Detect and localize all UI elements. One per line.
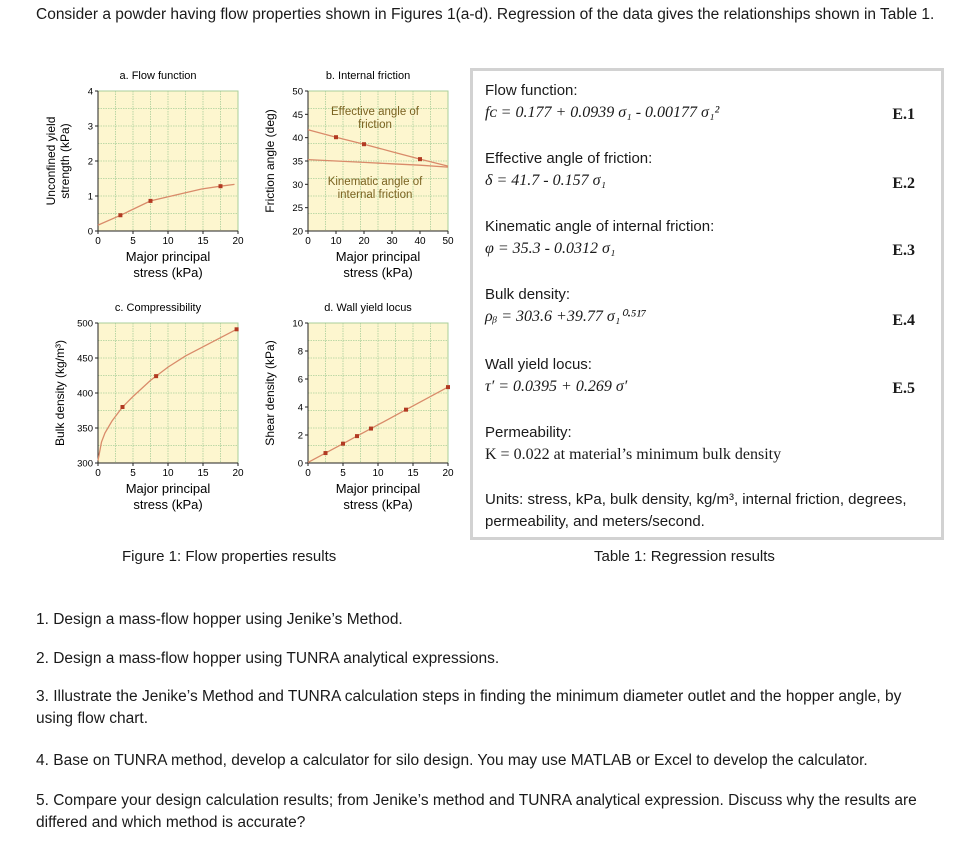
y-tick-label: 20 xyxy=(292,226,303,238)
chart-title: d. Wall yield locus xyxy=(324,302,412,314)
x-tick-label: 0 xyxy=(305,236,311,247)
y-tick-label: 3 xyxy=(87,121,93,133)
x-axis-label: stress (kPa) xyxy=(133,265,203,280)
x-tick-label: 20 xyxy=(358,236,370,247)
table-row-equation: fᴄ = 0.177 + 0.0939 σ₁ - 0.00177 σ₁² xyxy=(485,104,720,121)
y-tick-label: 0 xyxy=(297,458,303,470)
x-tick-label: 15 xyxy=(197,236,209,247)
data-point xyxy=(235,327,239,331)
x-axis-label: Major principal xyxy=(125,481,211,496)
chart-svg xyxy=(40,66,245,296)
data-point xyxy=(118,213,122,217)
question-2: 2. Design a mass-flow hopper using TUNRA analytical expressions. xyxy=(36,650,500,667)
question-5: 5. Compare your design calculation results; from Jenike’s method and TUNRA analytical expression. Discuss why the results are differed and which method is accurate? xyxy=(36,792,917,831)
data-point xyxy=(404,408,408,412)
x-tick-label: 50 xyxy=(442,236,454,247)
x-tick-label: 20 xyxy=(442,468,454,479)
x-tick-label: 10 xyxy=(162,236,174,247)
chart-compressibility xyxy=(40,298,245,528)
y-tick-label: 6 xyxy=(297,374,303,386)
y-axis-label: strength (kPa) xyxy=(58,123,72,199)
table-row xyxy=(485,149,933,191)
x-tick-label: 5 xyxy=(130,468,136,479)
figure-caption: Figure 1: Flow properties results xyxy=(122,548,337,565)
table-row-equation: ρᵦ = 303.6 +39.77 σ₁⁰·⁵¹⁷ xyxy=(485,308,647,325)
x-tick-label: 10 xyxy=(162,468,174,479)
table-caption: Table 1: Regression results xyxy=(594,548,775,565)
table-row-label: Wall yield locus: xyxy=(485,356,592,373)
table-row xyxy=(485,285,933,327)
chart-internal-friction xyxy=(250,66,455,296)
y-tick-label: 35 xyxy=(292,156,303,168)
data-point xyxy=(154,374,158,378)
table-row xyxy=(485,217,933,259)
series-annotation: Kinematic angle of xyxy=(327,176,423,188)
x-tick-label: 0 xyxy=(95,236,101,247)
chart-title: a. Flow function xyxy=(119,70,197,82)
x-tick-label: 5 xyxy=(340,468,346,479)
x-tick-label: 40 xyxy=(414,236,426,247)
table-row xyxy=(485,81,933,123)
chart-svg xyxy=(250,66,455,296)
equation-code: E.1 xyxy=(892,106,915,123)
y-tick-label: 40 xyxy=(292,133,303,145)
table-row xyxy=(485,423,933,465)
x-axis-label: stress (kPa) xyxy=(133,497,203,512)
y-tick-label: 30 xyxy=(292,179,303,191)
y-tick-label: 2 xyxy=(297,430,303,442)
table-row xyxy=(485,355,933,397)
y-tick-label: 10 xyxy=(292,318,303,330)
y-axis-label: Shear density (kPa) xyxy=(263,340,277,446)
series-annotation: internal friction xyxy=(337,189,413,201)
table-row-label: Flow function: xyxy=(485,82,578,99)
chart-title: b. Internal friction xyxy=(325,70,411,82)
y-axis-label: Unconfined yield xyxy=(44,116,58,206)
x-tick-label: 5 xyxy=(130,236,136,247)
chart-wall-yield-locus xyxy=(250,298,455,528)
table-row-label: Kinematic angle of internal friction: xyxy=(485,218,715,235)
x-tick-label: 15 xyxy=(407,468,419,479)
x-axis-label: stress (kPa) xyxy=(343,265,413,280)
data-point xyxy=(219,184,223,188)
y-tick-label: 300 xyxy=(77,458,93,470)
y-tick-label: 500 xyxy=(77,318,93,330)
table-units-note: Units: stress, kPa, bulk density, kg/m³, internal friction, degrees, permeability, and meters/second. xyxy=(485,491,907,530)
table-row-equation: τ′ = 0.0395 + 0.269 σ′ xyxy=(485,378,628,395)
data-point xyxy=(418,157,422,161)
table-row-equation: K = 0.022 at material’s minimum bulk density xyxy=(485,446,782,463)
data-point xyxy=(334,135,338,139)
x-tick-label: 20 xyxy=(232,236,244,247)
y-tick-label: 50 xyxy=(292,86,303,98)
x-tick-label: 0 xyxy=(305,468,311,479)
x-axis-label: stress (kPa) xyxy=(343,497,413,512)
table-row-equation: φ = 35.3 - 0.0312 σ₁ xyxy=(485,240,616,257)
chart-title: c. Compressibility xyxy=(114,302,202,314)
y-tick-label: 8 xyxy=(297,346,303,358)
x-axis-label: Major principal xyxy=(125,249,211,264)
question-3: 3. Illustrate the Jenike’s Method and TUNRA calculation steps in finding the minimum diameter outlet and the hopper angle, by using flow chart. xyxy=(36,688,902,727)
equation-code: E.2 xyxy=(892,175,915,192)
equation-code: E.3 xyxy=(892,242,915,259)
question-4: 4. Base on TUNRA method, develop a calculator for silo design. You may use MATLAB or Excel to develop the calculator. xyxy=(36,752,868,769)
y-tick-label: 400 xyxy=(77,388,93,400)
y-tick-label: 350 xyxy=(77,423,93,435)
y-axis-label: Bulk density (kg/m³) xyxy=(53,339,67,447)
x-axis-label: Major principal xyxy=(335,481,421,496)
y-tick-label: 4 xyxy=(87,86,93,98)
equation-code: E.4 xyxy=(892,312,915,329)
y-tick-label: 45 xyxy=(292,109,303,121)
data-point xyxy=(341,442,345,446)
data-point xyxy=(149,199,153,203)
x-tick-label: 0 xyxy=(95,468,101,479)
y-tick-label: 2 xyxy=(87,156,93,168)
y-tick-label: 0 xyxy=(87,226,93,238)
x-tick-label: 20 xyxy=(232,468,244,479)
x-axis-label: Major principal xyxy=(335,249,421,264)
data-point xyxy=(121,405,125,409)
chart-svg xyxy=(250,298,455,528)
x-tick-label: 15 xyxy=(197,468,209,479)
table-row-label: Permeability: xyxy=(485,424,572,441)
y-tick-label: 4 xyxy=(297,402,303,414)
x-tick-label: 10 xyxy=(330,236,342,247)
data-point xyxy=(362,142,366,146)
y-tick-label: 1 xyxy=(87,191,93,203)
x-tick-label: 10 xyxy=(372,468,384,479)
question-1: 1. Design a mass-flow hopper using Jenike’s Method. xyxy=(36,611,403,628)
series-annotation: friction xyxy=(358,119,392,131)
x-tick-label: 30 xyxy=(386,236,398,247)
data-point xyxy=(369,427,373,431)
series-annotation: Effective angle of xyxy=(330,106,420,118)
y-tick-label: 450 xyxy=(77,353,93,365)
y-axis-label: Friction angle (deg) xyxy=(263,109,277,213)
regression-table xyxy=(470,68,944,540)
table-row-label: Bulk density: xyxy=(485,286,571,303)
data-point xyxy=(355,434,359,438)
chart-flow-function xyxy=(40,66,245,296)
data-point xyxy=(446,385,450,389)
chart-svg xyxy=(40,298,245,528)
intro-text: Consider a powder having flow properties shown in Figures 1(a-d). Regression of the data gives the relationships shown in Table 1. xyxy=(36,6,935,23)
table-row-label: Effective angle of friction: xyxy=(485,150,653,167)
data-point xyxy=(324,451,328,455)
equation-code: E.5 xyxy=(892,380,915,397)
table-row-equation: δ = 41.7 - 0.157 σ₁ xyxy=(485,172,607,189)
y-tick-label: 25 xyxy=(292,203,303,215)
